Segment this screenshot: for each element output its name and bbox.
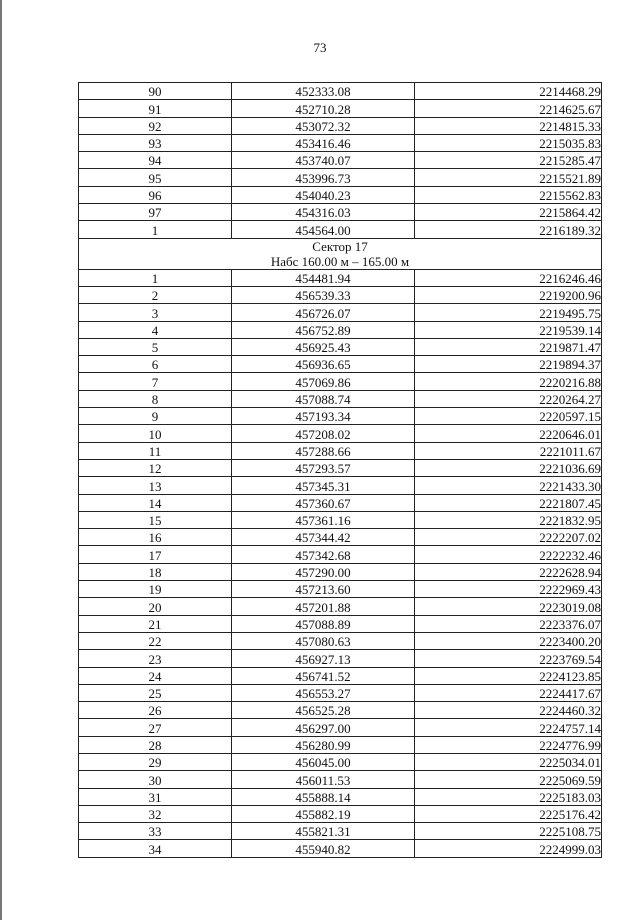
x-coordinate-cell: 456539.33	[232, 286, 415, 303]
table-row	[79, 373, 602, 390]
y-coordinate-cell: 2222628.94	[415, 563, 602, 580]
point-number-cell: 30	[79, 771, 232, 788]
point-number-cell: 23	[79, 650, 232, 667]
y-coordinate-cell: 2224460.32	[415, 702, 602, 719]
x-coordinate-cell: 456045.00	[232, 753, 415, 770]
y-coordinate-cell: 2221036.69	[415, 459, 602, 476]
point-number-cell: 32	[79, 805, 232, 822]
point-number-cell: 22	[79, 632, 232, 649]
y-coordinate-cell: 2215864.42	[415, 204, 602, 221]
point-number-cell: 13	[79, 477, 232, 494]
x-coordinate-cell: 456925.43	[232, 338, 415, 355]
y-coordinate-cell: 2219539.14	[415, 321, 602, 338]
table-row	[79, 390, 602, 407]
y-coordinate-cell: 2225034.01	[415, 753, 602, 770]
page-number: 73	[313, 40, 327, 55]
table-row	[79, 408, 602, 425]
x-coordinate-cell: 455821.31	[232, 823, 415, 840]
table-row	[79, 805, 602, 822]
y-coordinate-cell: 2215521.89	[415, 169, 602, 186]
x-coordinate-cell: 456752.89	[232, 321, 415, 338]
sector-header-row	[79, 238, 602, 269]
y-coordinate-cell: 2225176.42	[415, 805, 602, 822]
point-number-cell: 17	[79, 546, 232, 563]
x-coordinate-cell: 457193.34	[232, 408, 415, 425]
point-number-cell: 8	[79, 390, 232, 407]
point-number-cell: 28	[79, 736, 232, 753]
table-row	[79, 563, 602, 580]
table-row	[79, 221, 602, 238]
table-row	[79, 667, 602, 684]
table-row	[79, 702, 602, 719]
x-coordinate-cell: 455888.14	[232, 788, 415, 805]
y-coordinate-cell: 2222232.46	[415, 546, 602, 563]
x-coordinate-cell: 457069.86	[232, 373, 415, 390]
table-row	[79, 753, 602, 770]
y-coordinate-cell: 2214815.33	[415, 117, 602, 134]
y-coordinate-cell: 2221807.45	[415, 494, 602, 511]
table-row	[79, 823, 602, 840]
x-coordinate-cell: 455882.19	[232, 805, 415, 822]
point-number-cell: 5	[79, 338, 232, 355]
point-number-cell: 3	[79, 304, 232, 321]
x-coordinate-cell: 456280.99	[232, 736, 415, 753]
x-coordinate-cell: 453072.32	[232, 117, 415, 134]
point-number-cell: 14	[79, 494, 232, 511]
x-coordinate-cell: 457344.42	[232, 529, 415, 546]
table-row	[79, 117, 602, 134]
point-number-cell: 34	[79, 840, 232, 857]
x-coordinate-cell: 457080.63	[232, 632, 415, 649]
x-coordinate-cell: 454564.00	[232, 221, 415, 238]
point-number-cell: 24	[79, 667, 232, 684]
y-coordinate-cell: 2223769.54	[415, 650, 602, 667]
table-row	[79, 338, 602, 355]
table-row	[79, 511, 602, 528]
point-number-cell: 96	[79, 186, 232, 203]
x-coordinate-cell: 456927.13	[232, 650, 415, 667]
x-coordinate-cell: 456726.07	[232, 304, 415, 321]
table-row	[79, 788, 602, 805]
point-number-cell: 91	[79, 100, 232, 117]
x-coordinate-cell: 453996.73	[232, 169, 415, 186]
y-coordinate-cell: 2216189.32	[415, 221, 602, 238]
table-row	[79, 477, 602, 494]
x-coordinate-cell: 453740.07	[232, 152, 415, 169]
table-row	[79, 840, 602, 857]
x-coordinate-cell: 457208.02	[232, 425, 415, 442]
point-number-cell: 16	[79, 529, 232, 546]
table-row	[79, 581, 602, 598]
x-coordinate-cell: 457290.00	[232, 563, 415, 580]
point-number-cell: 33	[79, 823, 232, 840]
y-coordinate-cell: 2223400.20	[415, 632, 602, 649]
y-coordinate-cell: 2220264.27	[415, 390, 602, 407]
y-coordinate-cell: 2224999.03	[415, 840, 602, 857]
y-coordinate-cell: 2224417.67	[415, 684, 602, 701]
y-coordinate-cell: 2222207.02	[415, 529, 602, 546]
x-coordinate-cell: 457088.89	[232, 615, 415, 632]
table-row	[79, 425, 602, 442]
point-number-cell: 20	[79, 598, 232, 615]
y-coordinate-cell: 2219200.96	[415, 286, 602, 303]
scan-edge	[0, 0, 2, 920]
y-coordinate-cell: 2214468.29	[415, 83, 602, 100]
table-row	[79, 719, 602, 736]
table-row	[79, 736, 602, 753]
table-row	[79, 304, 602, 321]
y-coordinate-cell: 2219871.47	[415, 338, 602, 355]
table-row	[79, 83, 602, 100]
x-coordinate-cell: 456011.53	[232, 771, 415, 788]
x-coordinate-cell: 457360.67	[232, 494, 415, 511]
table-row	[79, 546, 602, 563]
y-coordinate-cell: 2224757.14	[415, 719, 602, 736]
y-coordinate-cell: 2219894.37	[415, 356, 602, 373]
y-coordinate-cell: 2214625.67	[415, 100, 602, 117]
x-coordinate-cell: 456741.52	[232, 667, 415, 684]
x-coordinate-cell: 454481.94	[232, 269, 415, 286]
table-row	[79, 442, 602, 459]
y-coordinate-cell: 2220646.01	[415, 425, 602, 442]
sector-height-range: Набс 160.00 м – 165.00 м	[270, 253, 410, 269]
point-number-cell: 1	[79, 269, 232, 286]
x-coordinate-cell: 457088.74	[232, 390, 415, 407]
point-number-cell: 7	[79, 373, 232, 390]
point-number-cell: 94	[79, 152, 232, 169]
point-number-cell: 93	[79, 134, 232, 151]
point-number-cell: 4	[79, 321, 232, 338]
y-coordinate-cell: 2215035.83	[415, 134, 602, 151]
point-number-cell: 27	[79, 719, 232, 736]
y-coordinate-cell: 2221011.67	[415, 442, 602, 459]
point-number-cell: 18	[79, 563, 232, 580]
x-coordinate-cell: 457293.57	[232, 459, 415, 476]
y-coordinate-cell: 2224776.99	[415, 736, 602, 753]
y-coordinate-cell: 2221433.30	[415, 477, 602, 494]
table-row	[79, 134, 602, 151]
x-coordinate-cell: 455940.82	[232, 840, 415, 857]
y-coordinate-cell: 2220597.15	[415, 408, 602, 425]
table-row	[79, 598, 602, 615]
point-number-cell: 19	[79, 581, 232, 598]
point-number-cell: 92	[79, 117, 232, 134]
x-coordinate-cell: 457213.60	[232, 581, 415, 598]
sector-title: Сектор 17	[312, 238, 368, 254]
x-coordinate-cell: 457201.88	[232, 598, 415, 615]
point-number-cell: 21	[79, 615, 232, 632]
y-coordinate-cell: 2225069.59	[415, 771, 602, 788]
table-row	[79, 152, 602, 169]
point-number-cell: 31	[79, 788, 232, 805]
point-number-cell: 90	[79, 83, 232, 100]
table-row	[79, 459, 602, 476]
table-row	[79, 494, 602, 511]
y-coordinate-cell: 2215562.83	[415, 186, 602, 203]
point-number-cell: 9	[79, 408, 232, 425]
point-number-cell: 29	[79, 753, 232, 770]
y-coordinate-cell: 2220216.88	[415, 373, 602, 390]
table-row	[79, 529, 602, 546]
point-number-cell: 97	[79, 204, 232, 221]
table-row	[79, 169, 602, 186]
point-number-cell: 10	[79, 425, 232, 442]
table-row	[79, 204, 602, 221]
table-row	[79, 269, 602, 286]
table-row	[79, 650, 602, 667]
rows-after-sector	[79, 269, 602, 857]
point-number-cell: 26	[79, 702, 232, 719]
point-number-cell: 6	[79, 356, 232, 373]
y-coordinate-cell: 2223376.07	[415, 615, 602, 632]
y-coordinate-cell: 2215285.47	[415, 152, 602, 169]
x-coordinate-cell: 456936.65	[232, 356, 415, 373]
point-number-cell: 25	[79, 684, 232, 701]
sector-header-cell	[79, 238, 602, 269]
x-coordinate-cell: 452333.08	[232, 83, 415, 100]
point-number-cell: 95	[79, 169, 232, 186]
point-number-cell: 12	[79, 459, 232, 476]
x-coordinate-cell: 454316.03	[232, 204, 415, 221]
table-row	[79, 684, 602, 701]
x-coordinate-cell: 454040.23	[232, 186, 415, 203]
point-number-cell: 2	[79, 286, 232, 303]
y-coordinate-cell: 2216246.46	[415, 269, 602, 286]
table-row	[79, 286, 602, 303]
x-coordinate-cell: 452710.28	[232, 100, 415, 117]
y-coordinate-cell: 2224123.85	[415, 667, 602, 684]
table-row	[79, 100, 602, 117]
table-row	[79, 186, 602, 203]
x-coordinate-cell: 457345.31	[232, 477, 415, 494]
x-coordinate-cell: 457361.16	[232, 511, 415, 528]
y-coordinate-cell: 2219495.75	[415, 304, 602, 321]
x-coordinate-cell: 456553.27	[232, 684, 415, 701]
table-row	[79, 356, 602, 373]
table-row	[79, 771, 602, 788]
sector-header-group	[79, 238, 602, 269]
x-coordinate-cell: 453416.46	[232, 134, 415, 151]
point-number-cell: 15	[79, 511, 232, 528]
y-coordinate-cell: 2225108.75	[415, 823, 602, 840]
table-row	[79, 321, 602, 338]
y-coordinate-cell: 2225183.03	[415, 788, 602, 805]
point-number-cell: 1	[79, 221, 232, 238]
table-row	[79, 615, 602, 632]
table-row	[79, 632, 602, 649]
x-coordinate-cell: 456525.28	[232, 702, 415, 719]
rows-before-sector	[79, 83, 602, 239]
y-coordinate-cell: 2222969.43	[415, 581, 602, 598]
point-number-cell: 11	[79, 442, 232, 459]
x-coordinate-cell: 457288.66	[232, 442, 415, 459]
y-coordinate-cell: 2223019.08	[415, 598, 602, 615]
y-coordinate-cell: 2221832.95	[415, 511, 602, 528]
x-coordinate-cell: 456297.00	[232, 719, 415, 736]
coordinates-table	[78, 82, 602, 858]
x-coordinate-cell: 457342.68	[232, 546, 415, 563]
